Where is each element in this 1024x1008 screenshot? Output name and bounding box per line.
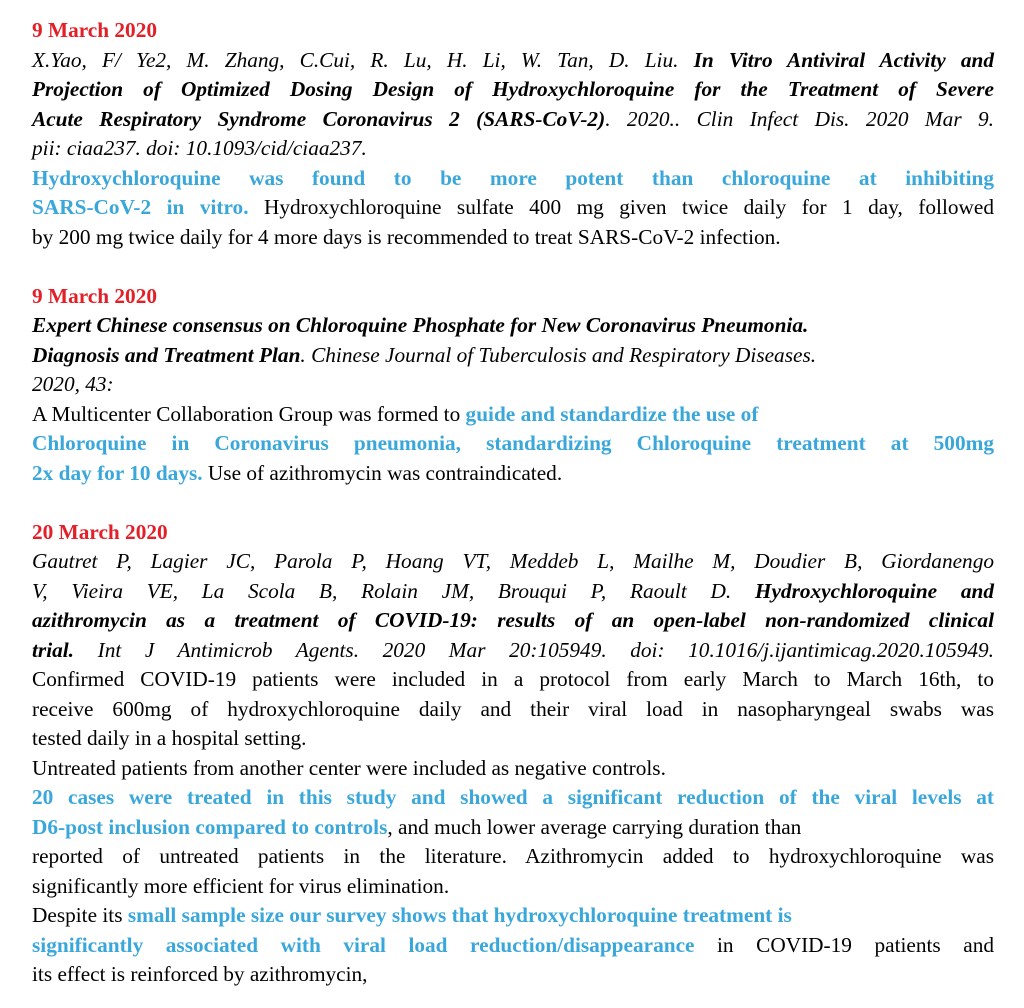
text-line bbox=[32, 665, 994, 695]
section bbox=[32, 518, 994, 990]
section-date-heading: 20 March 2020 bbox=[32, 519, 168, 544]
paragraph bbox=[32, 46, 994, 164]
text-run-italic: Int J Antimicrob Agents. 2020 Mar 20:105949. doi: 10.1016/j.ijantimicag.2020.105949. bbox=[97, 637, 994, 662]
text-run-blue-bold: small sample size our survey shows that hydroxychloroquine treatment is bbox=[127, 903, 792, 927]
text-line bbox=[32, 547, 994, 577]
text-line bbox=[32, 931, 994, 961]
text-run-blue-bold: 2x day for 10 days. bbox=[32, 460, 208, 485]
text-line bbox=[32, 400, 994, 430]
text-run-blue-bold: Hydroxychloroquine was found to be more potent than chloroquine at inhibiting bbox=[32, 165, 994, 190]
text-run-regular: significantly more efficient for virus elimination. bbox=[32, 873, 450, 898]
text-run-blue-bold: SARS-CoV-2 in vitro. bbox=[32, 195, 264, 219]
text-run-blue-bold: D6-post inclusion compared to controls bbox=[32, 814, 388, 839]
text-run-regular: reported of untreated patients in the literature. Azithromycin added to hydroxychloroquine was bbox=[32, 844, 994, 868]
text-line bbox=[32, 872, 994, 902]
paragraph bbox=[32, 754, 994, 784]
text-run-bold-italic: In Vitro Antiviral Activity and bbox=[693, 47, 994, 72]
text-run-bold-italic: Projection of Optimized Dosing Design of Hydroxychloroquine for the Treatment of Severe bbox=[32, 77, 994, 101]
text-run-italic: 2020, 43: bbox=[32, 372, 114, 396]
text-line bbox=[32, 105, 994, 135]
section bbox=[32, 282, 994, 489]
text-line bbox=[32, 75, 994, 105]
text-line bbox=[32, 783, 994, 813]
text-run-regular: receive 600mg of hydroxychloroquine daily and their viral load in nasopharyngeal swabs was bbox=[32, 696, 994, 721]
text-run-bold-italic: Hydroxychloroquine and bbox=[754, 578, 994, 603]
text-line bbox=[32, 695, 994, 725]
text-run-italic: . Chinese Journal of Tuberculosis and Respiratory Diseases. bbox=[300, 342, 817, 367]
text-line bbox=[32, 754, 994, 784]
paragraph bbox=[32, 311, 994, 400]
section-date-heading: 9 March 2020 bbox=[32, 18, 158, 42]
text-line bbox=[32, 311, 994, 341]
text-run-italic: V, Vieira VE, La Scola B, Rolain JM, Brouqui P, Raoult D. bbox=[32, 578, 755, 603]
paragraph bbox=[32, 665, 994, 754]
text-run-blue-bold: guide and standardize the use of bbox=[465, 401, 759, 426]
text-run-italic: . 2020.. Clin Infect Dis. 2020 Mar 9. bbox=[605, 106, 994, 131]
text-line bbox=[32, 341, 994, 371]
text-line bbox=[32, 370, 994, 400]
text-run-regular: Confirmed COVID-19 patients were included in a protocol from early March to March 16th, to bbox=[32, 667, 994, 691]
text-line bbox=[32, 636, 994, 666]
text-line bbox=[32, 901, 994, 931]
text-line bbox=[32, 46, 994, 76]
text-run-italic: pii: ciaa237. doi: 10.1093/cid/ciaa237. bbox=[32, 136, 367, 160]
text-run-blue-bold: 20 cases were treated in this study and showed a significant reduction of the viral levels at bbox=[32, 785, 994, 809]
text-run-regular: Use of azithromycin was contraindicated. bbox=[207, 460, 563, 485]
text-line bbox=[32, 960, 994, 990]
text-run-regular: Hydroxychloroquine sulfate 400 mg given twice daily for 1 day, followed bbox=[264, 195, 994, 219]
section-date-heading: 9 March 2020 bbox=[32, 283, 158, 308]
section bbox=[32, 16, 994, 252]
text-run-bold-italic: Diagnosis and Treatment Plan bbox=[32, 342, 301, 367]
text-run-regular: Despite its bbox=[32, 903, 128, 927]
text-run-regular: , and much lower average carrying duration than bbox=[387, 814, 802, 839]
text-line bbox=[32, 813, 994, 843]
text-line bbox=[32, 724, 994, 754]
text-run-bold-italic: trial. bbox=[32, 637, 98, 662]
text-run-regular: its effect is reinforced by azithromycin, bbox=[32, 962, 368, 986]
paragraph bbox=[32, 901, 994, 990]
text-line bbox=[32, 429, 994, 459]
text-run-italic: X.Yao, F/ Ye2, M. Zhang, C.Cui, R. Lu, H. Li, W. Tan, D. Liu. bbox=[32, 47, 694, 72]
text-line bbox=[32, 459, 994, 489]
text-run-regular: in COVID-19 patients and bbox=[694, 932, 995, 957]
text-run-regular: A Multicenter Collaboration Group was formed to bbox=[32, 401, 466, 426]
text-run-blue-bold: Chloroquine in Coronavirus pneumonia, standardizing Chloroquine treatment at 500mg bbox=[32, 431, 994, 455]
text-run-italic: Gautret P, Lagier JC, Parola P, Hoang VT, Meddeb L, Mailhe M, Doudier B, Giordanengo bbox=[32, 549, 994, 573]
text-run-bold-italic: azithromycin as a treatment of COVID-19: results of an open-label non-randomized clinical bbox=[32, 608, 994, 632]
text-line bbox=[32, 193, 994, 223]
text-run-regular: by 200 mg twice daily for 4 more days is recommended to treat SARS-CoV-2 infection. bbox=[32, 224, 781, 249]
text-run-regular: tested daily in a hospital setting. bbox=[32, 726, 307, 750]
paragraph bbox=[32, 547, 994, 665]
paragraph bbox=[32, 783, 994, 901]
text-run-bold-italic: Acute Respiratory Syndrome Coronavirus 2 (SARS-CoV-2) bbox=[32, 106, 606, 131]
paragraph bbox=[32, 400, 994, 489]
text-line bbox=[32, 134, 994, 164]
paragraph bbox=[32, 164, 994, 253]
text-line bbox=[32, 223, 994, 253]
text-line bbox=[32, 606, 994, 636]
text-line bbox=[32, 842, 994, 872]
document-body bbox=[32, 16, 994, 990]
text-line bbox=[32, 577, 994, 607]
text-run-blue-bold: significantly associated with viral load reduction/disappearance bbox=[32, 932, 695, 957]
text-line bbox=[32, 164, 994, 194]
text-run-bold-italic: Expert Chinese consensus on Chloroquine Phosphate for New Coronavirus Pneumonia. bbox=[32, 313, 809, 337]
text-run-regular: Untreated patients from another center were included as negative controls. bbox=[32, 755, 666, 780]
